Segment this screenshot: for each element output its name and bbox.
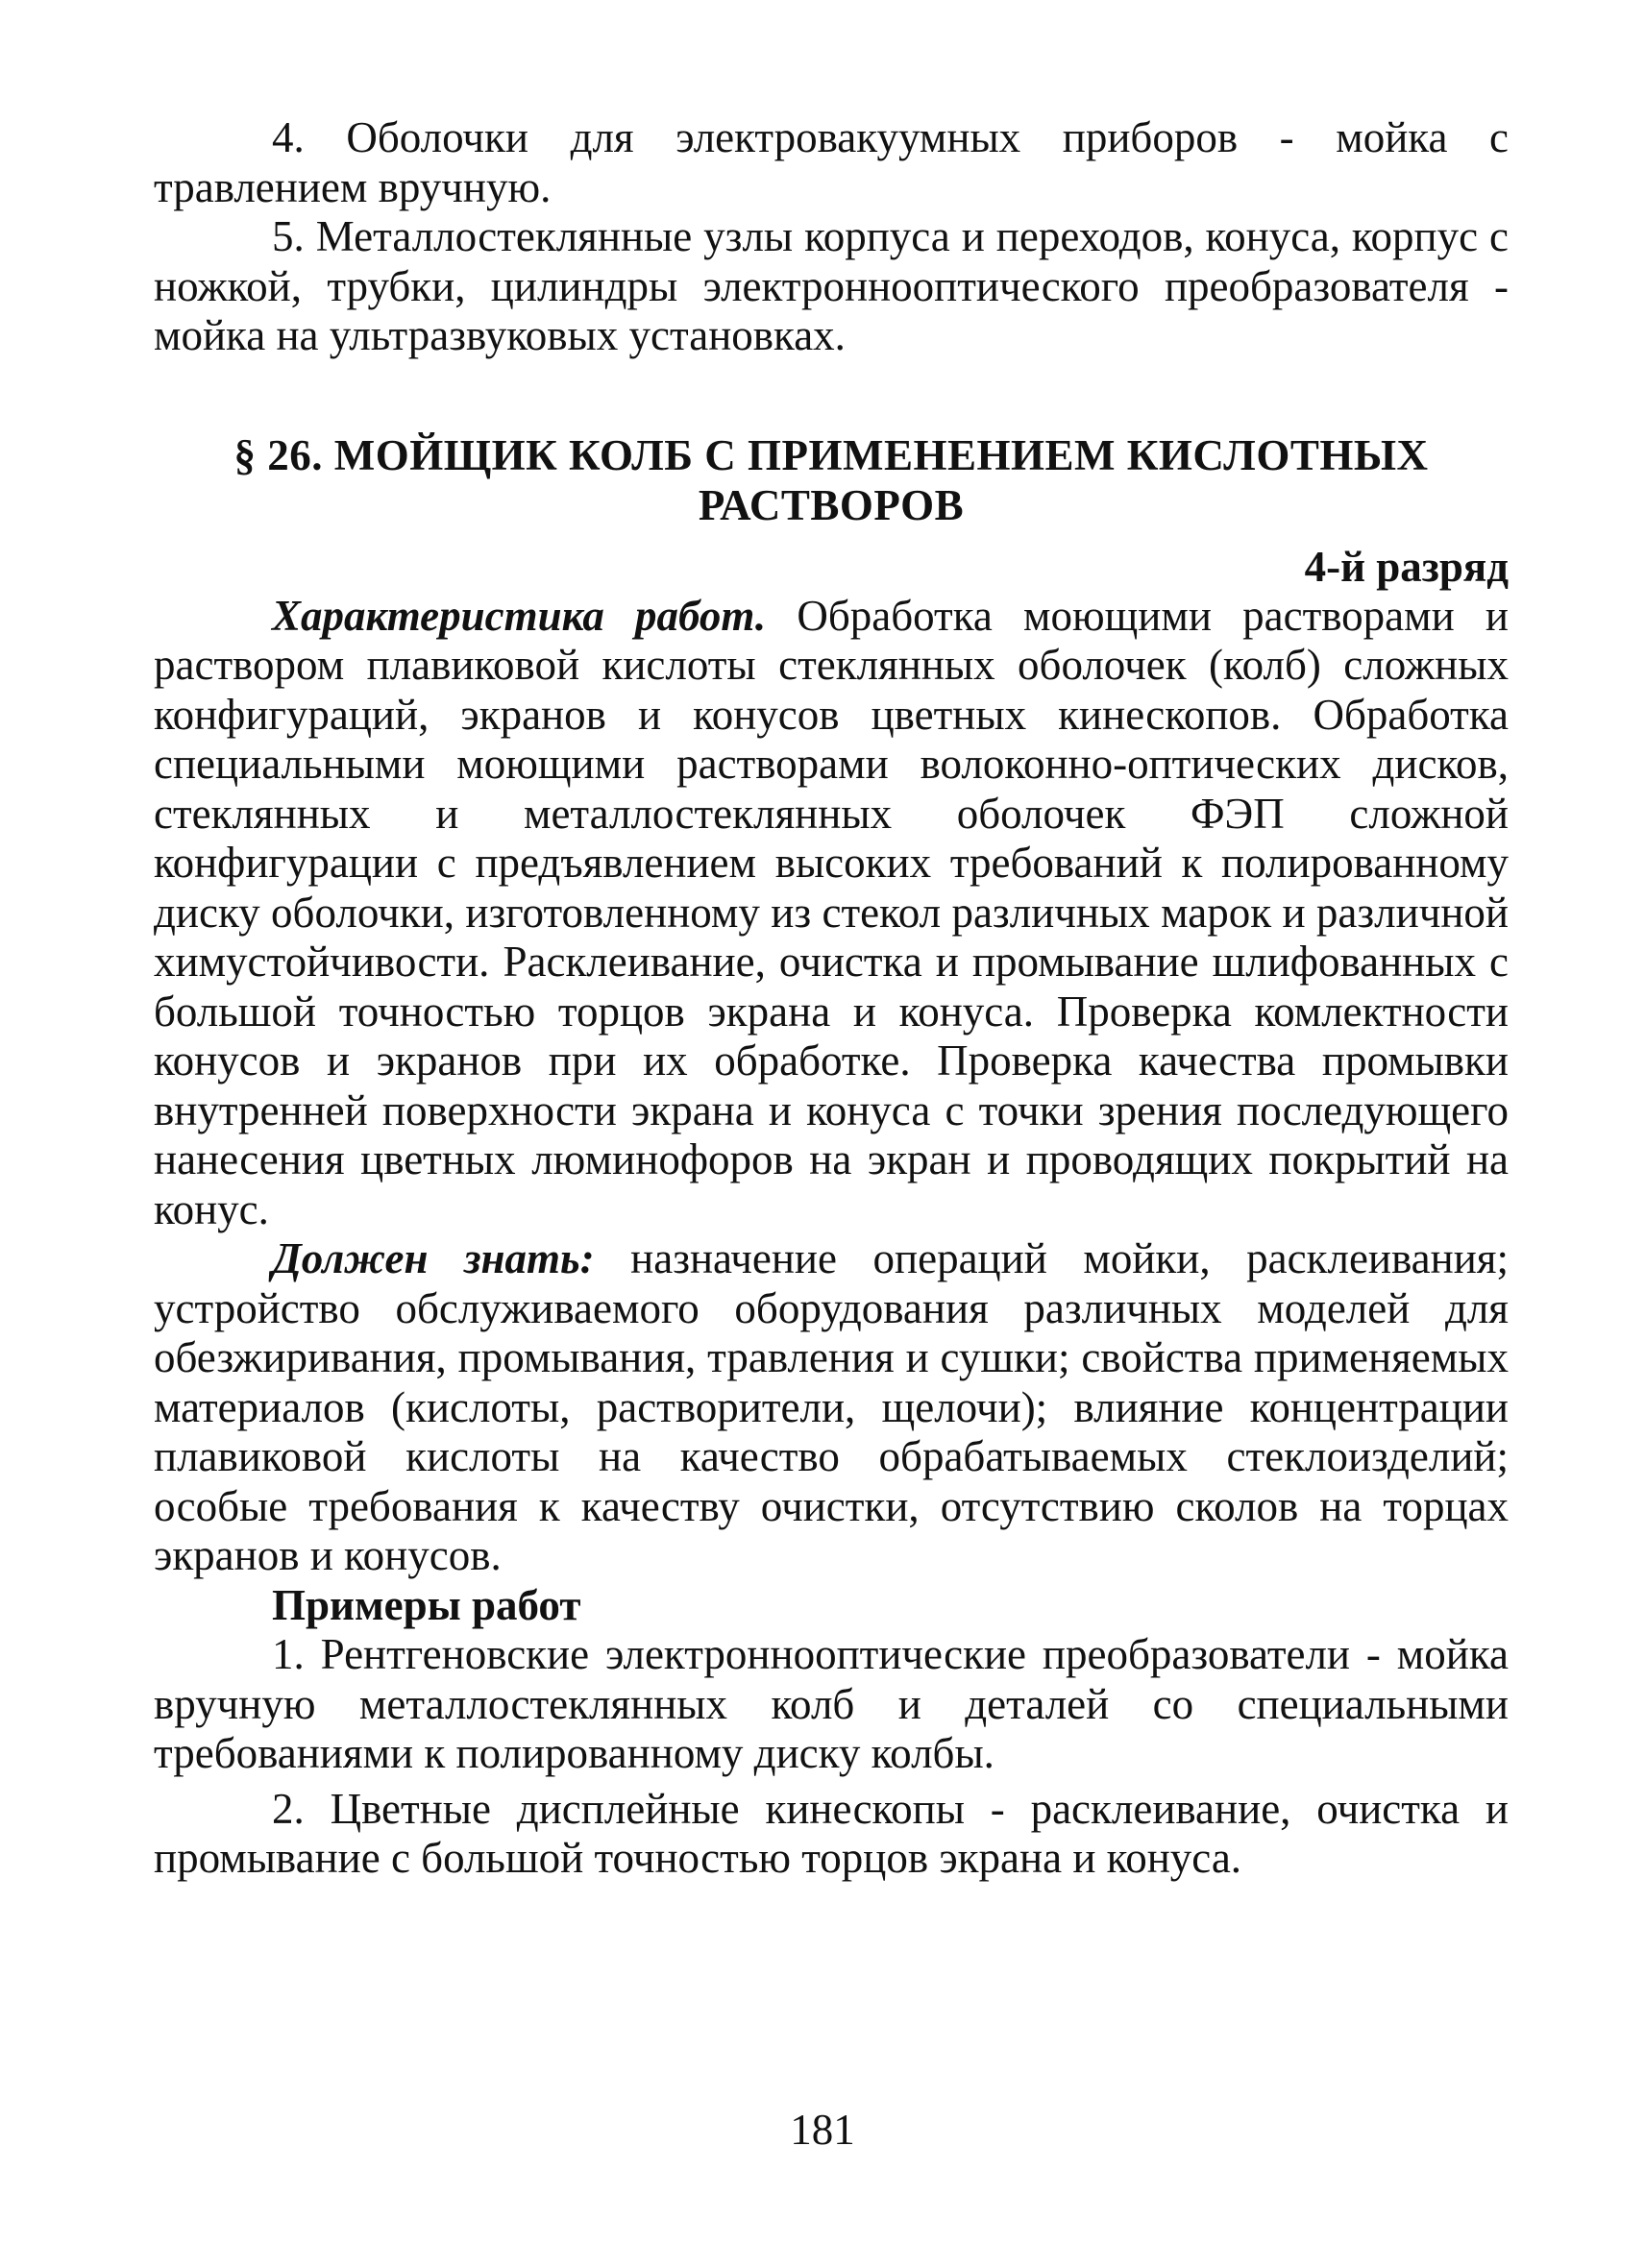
knowledge-paragraph bbox=[154, 1234, 1509, 1581]
intro-item-5: 5. Металлостеклянные узлы корпуса и переходов, конуса, корпус с ножкой, трубки, цилиндры электроннооптического преобразователя - мойка на ультразвуковых установках. bbox=[154, 212, 1509, 359]
examples-heading: Примеры работ bbox=[272, 1580, 581, 1629]
page-number: 181 bbox=[790, 2106, 855, 2154]
characteristics-text: Обработка моющими растворами и раствором плавиковой кислоты стеклянных оболочек (колб) сложных конфигураций, экранов и конусов цветных кинескопов. Обработка специальными моющими растворами волоконно-оптических дисков, стеклянных и металлостеклянных оболочек ФЭП сложной конфигурации с предъявлением высоких требований к полированному диску оболочки, изготовленному из стекол различных марок и различной химустойчивости. Расклеивание, очистка и промывание шлифованных с большой точностью торцов экрана и конуса. Проверка комлектности конусов и экранов при их обработке. Проверка качества промывки внутренней поверхности экрана и конуса с точки зрения последующего нанесения цветных люминофоров на экран и проводящих покрытий на конус. bbox=[154, 591, 1509, 1233]
example-item-2: 2. Цветные дисплейные кинескопы - расклеивание, очистка и промывание с большой точностью торцов экрана и конуса. bbox=[154, 1784, 1509, 1882]
characteristics-paragraph bbox=[154, 592, 1509, 1235]
section-title: § 26. МОЙЩИК КОЛБ С ПРИМЕНЕНИЕМ КИСЛОТНЫХ РАСТВОРОВ bbox=[233, 430, 1429, 529]
page-content bbox=[154, 113, 1509, 1884]
knowledge-label: Должен знать: bbox=[272, 1234, 595, 1282]
knowledge-text: назначение операций мойки, расклеивания; устройство обслуживаемого оборудования различных моделей для обезжиривания, промывания, травления и сушки; свойства применяемых материалов (кислоты, растворители, щелочи); влияние концентрации плавиковой кислоты на качество обрабатываемых стеклоизделий; особые требования к качеству очистки, отсутствию сколов на торцах экранов и конусов. bbox=[154, 1234, 1509, 1579]
example-item-1: 1. Рентгеновские электроннооптические преобразователи - мойка вручную металлостеклянных колб и деталей со специальными требованиями к полированному диску колбы. bbox=[154, 1630, 1509, 1777]
grade-label: 4-й разряд bbox=[1304, 542, 1509, 591]
intro-item-4: 4. Оболочки для электровакуумных приборов - мойка с травлением вручную. bbox=[154, 113, 1509, 211]
characteristics-label: Характеристика работ. bbox=[272, 591, 767, 640]
